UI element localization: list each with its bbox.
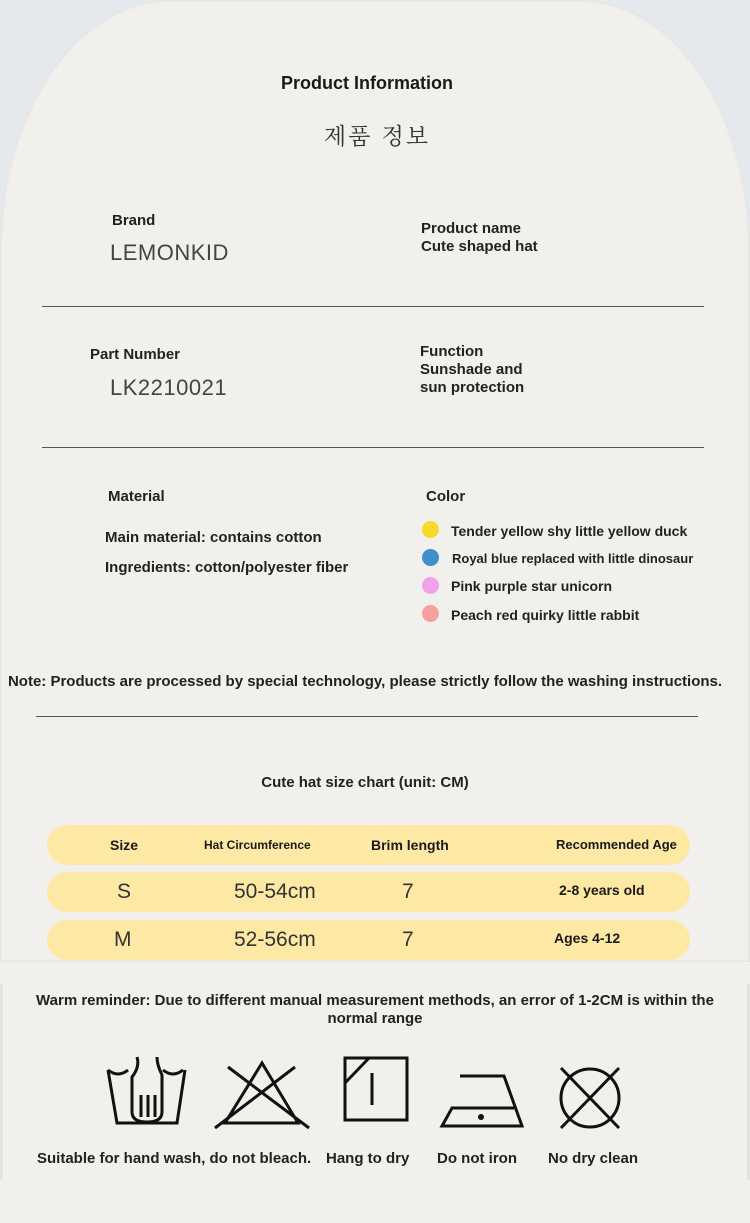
no-bleach-icon	[213, 1055, 311, 1130]
brand-label: Brand	[112, 212, 156, 229]
hang-dry-icon	[342, 1055, 410, 1125]
header-brim: Brim length	[371, 837, 449, 853]
header-age: Recommended Age	[556, 837, 677, 852]
divider	[42, 447, 704, 448]
brand-value: LEMONKID	[110, 240, 229, 265]
cell-brim: 7	[402, 928, 414, 951]
color-option: Royal blue replaced with little dinosaur	[452, 551, 694, 566]
table-row	[47, 872, 690, 912]
cell-size: S	[117, 880, 132, 903]
no-dry-clean-icon	[556, 1065, 624, 1131]
color-swatch-yellow	[422, 521, 439, 538]
color-swatch-peach	[422, 605, 439, 622]
table-row	[47, 920, 690, 960]
color-label: Color	[426, 488, 466, 505]
washing-note: Note: Products are processed by special technology, please strictly follow the washing instructions.	[7, 673, 723, 690]
size-table-header	[47, 825, 690, 865]
care-label-hand-wash: Suitable for hand wash, do not bleach.	[37, 1150, 312, 1167]
color-swatch-pink	[422, 577, 439, 594]
care-label-no-dry-clean: No dry clean	[548, 1150, 639, 1167]
page-subtitle: 제품 정보	[323, 124, 431, 150]
material-label: Material	[108, 488, 165, 505]
color-option: Tender yellow shy little yellow duck	[451, 523, 688, 539]
divider	[42, 306, 704, 307]
function-value-1: Sunshade and	[420, 361, 523, 378]
product-name-label: Product name	[421, 220, 522, 237]
function-label: Function	[420, 343, 484, 360]
cell-size: M	[114, 928, 132, 951]
part-number-label: Part Number	[90, 346, 181, 363]
cell-circumference: 52-56cm	[234, 928, 316, 951]
no-iron-icon	[438, 1072, 526, 1130]
divider	[36, 716, 698, 717]
header-circumference: Hat Circumference	[204, 838, 311, 852]
product-name-value: Cute shaped hat	[421, 238, 538, 255]
cell-brim: 7	[402, 880, 414, 903]
care-label-no-iron: Do not iron	[437, 1150, 517, 1167]
part-number-value: LK2210021	[110, 375, 228, 400]
header-size: Size	[110, 837, 139, 853]
page-title: Product Information	[281, 73, 453, 93]
color-swatch-blue	[422, 549, 439, 566]
color-option: Peach red quirky little rabbit	[451, 607, 640, 623]
function-value-2: sun protection	[420, 379, 525, 396]
cell-age: Ages 4-12	[554, 930, 621, 946]
cell-circumference: 50-54cm	[234, 880, 316, 903]
size-chart-title: Cute hat size chart (unit: CM)	[261, 774, 469, 791]
material-main: Main material: contains cotton	[105, 529, 322, 546]
material-ingredients: Ingredients: cotton/polyester fiber	[105, 559, 349, 576]
color-option: Pink purple star unicorn	[451, 578, 613, 594]
hand-wash-icon	[105, 1055, 187, 1130]
cell-age: 2-8 years old	[559, 882, 645, 898]
care-label-hang-dry: Hang to dry	[326, 1150, 410, 1167]
warm-reminder: Warm reminder: Due to different manual measurement methods, an error of 1-2CM is within the normal range	[36, 992, 714, 1027]
